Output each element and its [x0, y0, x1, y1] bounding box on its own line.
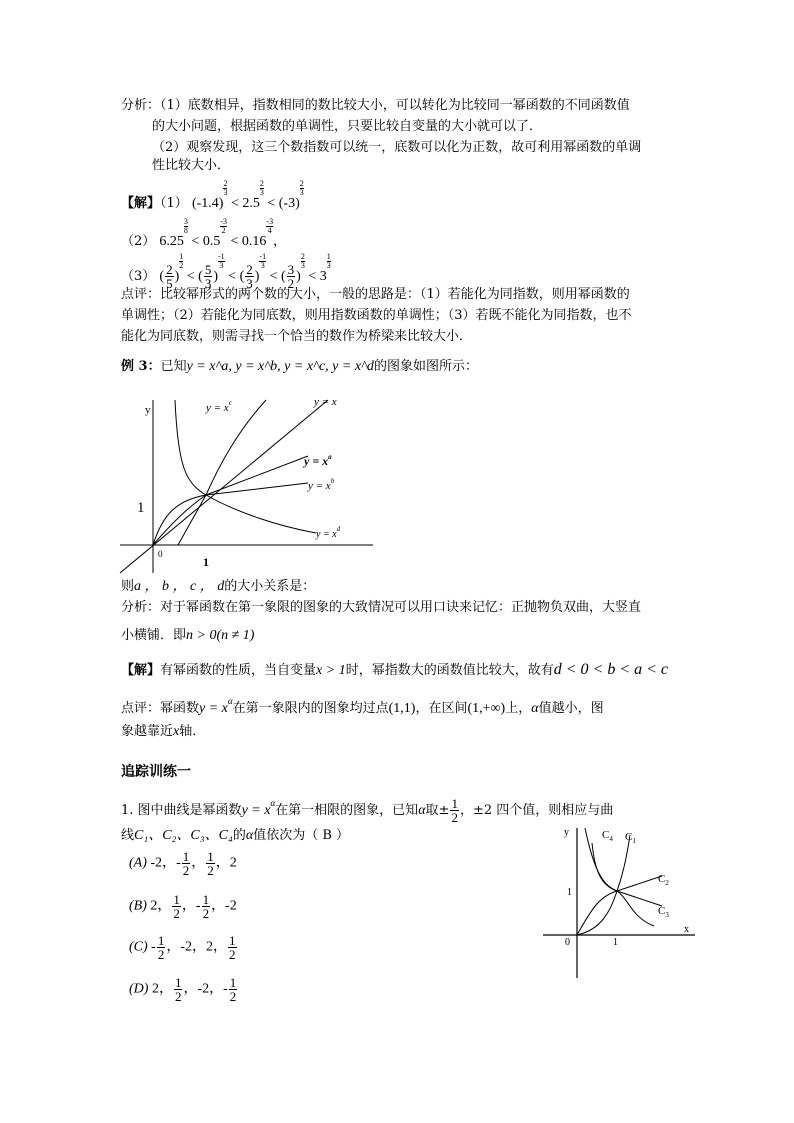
option-d [129, 976, 238, 1003]
label-curve-a: $y = x^a$ [304, 453, 332, 468]
label-c2: $C_2$ [658, 873, 669, 887]
curve-b [153, 483, 308, 545]
comment-line-3: 能化为同底数，则需寻找一个恰当的数作为桥梁来比较大小． [121, 329, 473, 344]
solution2-line: 【解】有幂函数的性质，当自变量x > 1时，幂指数大的函数值比较大，故有d < 0 < b < a < c [121, 661, 669, 678]
tracking-title: 追踪训练一 [121, 764, 191, 780]
option-fraction: $\frac{1}{2}$ [157, 933, 165, 962]
curve-c3 [585, 828, 654, 926]
exercise-1-line-1: 1. 图中曲线是幂函数$y = x^\alpha$在第一相限的图象，已知α取± $\frac{1}{2}$ ，±2 四个值，则相应与曲 [121, 796, 614, 825]
example-3-heading: 例 3：已知y = x^a, y = x^b, y = x^c, y = x^d的图象如图所示： [121, 359, 478, 374]
solution-item-2: （2） 6.25 $\frac{3}{8}$ < 0.5 $\frac{-3}{2}$ < 0.16 $\frac{-3}{4}$ ， [121, 217, 287, 249]
option-fraction: $\frac{1}{2}$ [173, 892, 180, 921]
tick-1-x: 1 [203, 555, 209, 569]
label-curve-c: $y = x^c$ [206, 399, 232, 414]
curve-a [153, 456, 308, 545]
option-fraction: $\frac{1}{2}$ [207, 849, 214, 878]
option-label: (A) [129, 855, 151, 871]
label-c1: $C_1$ [625, 831, 636, 845]
comment-line-1: 点评：比较幂形式的两个数的大小，一般的思路是：（1）若能化为同指数，则用幂函数的 [121, 287, 630, 302]
analysis-line-1: 分析：（1）底数相异，指数相同的数比较大小，可以转化为比较同一幂函数的不同函数值 [121, 98, 630, 113]
x-axis-label: x [684, 924, 689, 935]
question-line: 则a ， b ， c ， d的大小关系是： [121, 579, 316, 594]
analysis-line-2: 的大小问题，根据函数的单调性，只要比较自变量的大小就可以了． [152, 119, 543, 134]
option-text: ，-2 [211, 898, 237, 914]
origin-label: 0 [565, 937, 570, 948]
tick-1-y: 1 [567, 887, 572, 898]
exercise-1-line-2: 线C₁、C₂、C₃、C₄的α值依次为（ B ） [121, 828, 350, 843]
tick-1-y: 1 [137, 500, 145, 516]
y-axis-label: y [145, 404, 151, 416]
option-text: ，- [181, 898, 201, 914]
analysis-line-3: （2）观察发现，这三个数指数可以统一，底数可以化为正数，故可利用幂函数的单调 [152, 140, 642, 155]
option-text: ， [191, 855, 206, 871]
curve-c1 [577, 835, 630, 935]
option-label: (B) [129, 898, 151, 914]
solution-item-3: （3） ( $\frac{2}{5}$ ) $\frac{1}{2}$ < ( $\frac{5}{3}$ ) $\frac{-1}{3}$ < ( $\frac{2}{3}$ ) $\frac{-1}{3}$ < ( $\frac{3}{2}$ ) $\frac{2}{3}$ < 3 $\frac{1}{3}$ [121, 252, 331, 292]
option-text: ，2 [215, 855, 237, 871]
option-text: - [151, 939, 156, 955]
option-fraction: $\frac{1}{2}$ [174, 975, 182, 1004]
label-c3: $C_3$ [658, 905, 669, 919]
solution-item-1: 【解】（1） (-1.4) $\frac{2}{3}$ < 2.5 $\frac{2}{3}$ < (-3) $\frac{2}{3}$ [121, 179, 304, 211]
analysis2-line-1: 分析：对于幂函数在第一象限的图象的大致情况可以用口诀来记忆：正抛物负双曲，大竖直 [121, 600, 642, 615]
option-text: ，-2，- [183, 981, 228, 997]
option-text: 2， [151, 981, 173, 997]
curve-y-eq-x [120, 400, 328, 573]
y-axis-label: y [564, 827, 569, 838]
label-y-eq-x: y = x [314, 396, 337, 408]
comment-line-2: 单调性；（2）若能化为同底数，则用指数函数的单调性；（3）若既不能化为同指数，也不 [121, 308, 632, 323]
option-fraction: $\frac{1}{2}$ [229, 933, 236, 962]
analysis2-line-2: 小横铺．即n > 0(n ≠ 1) [121, 628, 255, 643]
exercise-graph [540, 818, 700, 983]
option-label: (D) [129, 981, 152, 997]
label-curve-d: $y = x^d$ [316, 525, 341, 540]
origin-label: 0 [158, 549, 163, 559]
tick-1-x: 1 [613, 937, 618, 948]
curve-c [178, 400, 266, 545]
analysis-line-4: 性比较大小． [152, 158, 231, 173]
power-function-graph [118, 388, 378, 578]
option-label: (C) [129, 939, 152, 955]
option-text: 2， [150, 898, 172, 914]
option-b [129, 893, 237, 920]
option-c [129, 934, 238, 961]
option-fraction: $\frac{1}{2}$ [182, 849, 190, 878]
comment2-line-2: 象越靠近x轴． [121, 724, 206, 739]
option-text: -2， [150, 855, 177, 871]
option-text: - [176, 855, 181, 871]
label-c4: $C_4$ [602, 829, 613, 843]
label-curve-b: $y = x^b$ [308, 477, 335, 492]
option-a [129, 850, 237, 877]
option-fraction: $\frac{1}{2}$ [229, 975, 237, 1004]
option-text: ，-2，2， [166, 939, 228, 955]
option-fraction: $\frac{1}{2}$ [202, 892, 210, 921]
comment2-line-1: 点评：幂函数$y = x^\alpha$在第一象限内的图象均过点(1,1)，在区间(1,+∞)上，α值越小，图 [121, 696, 604, 716]
